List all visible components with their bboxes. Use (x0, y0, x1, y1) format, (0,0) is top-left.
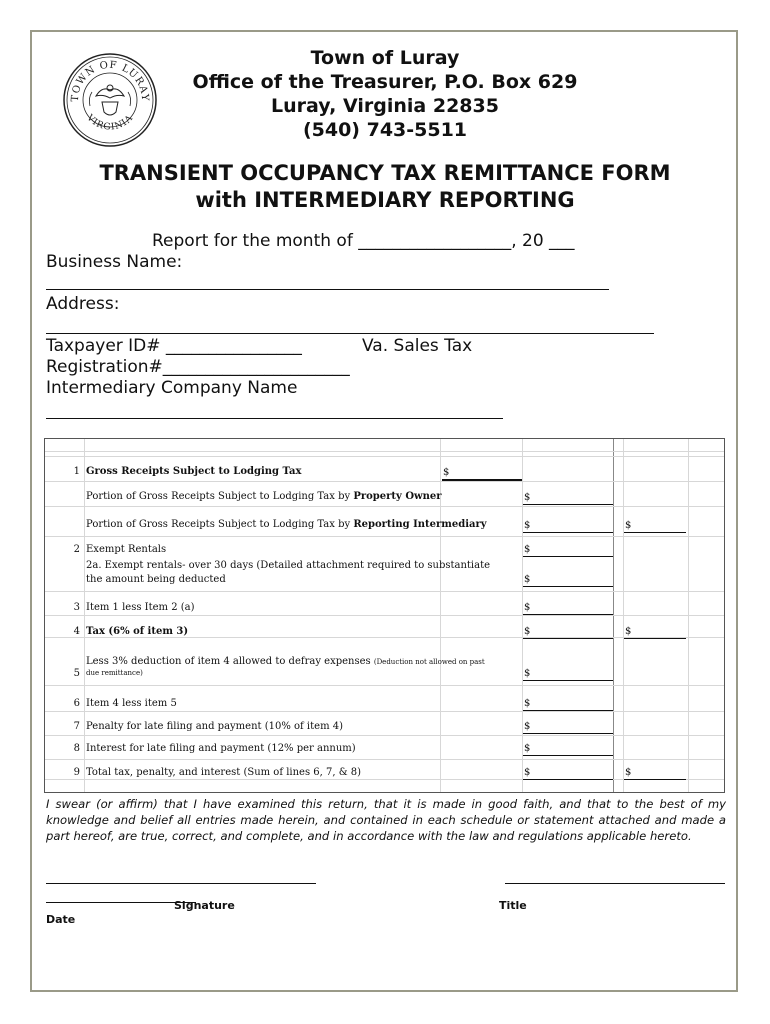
business-name-label: Business Name: (46, 252, 183, 272)
row-label: Total tax, penalty, and interest (Sum of lines 6, 7, & 8) (86, 767, 362, 778)
amount-field[interactable] (523, 779, 613, 780)
row-number: 7 (73, 721, 80, 732)
city-address: Luray, Virginia 22835 (271, 95, 499, 117)
row-label: Tax (6% of item 3) (86, 626, 189, 637)
amount-field[interactable] (523, 755, 613, 756)
amount-field[interactable] (624, 532, 686, 533)
row-number: 6 (73, 698, 80, 709)
address-label: Address: (46, 294, 120, 314)
dollar-sign: $ (524, 698, 531, 709)
oath-statement: I swear (or affirm) that I have examined this return, that it is made in good faith, and that to the best of my knowledge and belief all entries made herein, and contained in each schedule or statement attached and made a part hereof, are true, correct, and complete, and in accordance with the law and regulations applicable hereto. (46, 797, 726, 843)
business-name-line[interactable] (46, 289, 609, 290)
address-line[interactable] (46, 333, 654, 334)
amount-field[interactable] (523, 710, 613, 711)
amount-field[interactable] (523, 733, 613, 734)
intermediary-company-label: Intermediary Company Name (46, 378, 298, 398)
dollar-sign: $ (524, 743, 531, 754)
row-number: 9 (73, 767, 80, 778)
dollar-sign: $ (524, 574, 531, 585)
dollar-sign: $ (625, 520, 632, 531)
amount-field[interactable] (523, 504, 613, 505)
amount-field[interactable] (523, 556, 613, 557)
amount-field[interactable] (624, 779, 686, 780)
office-name: Office of the Treasurer, P.O. Box 629 (192, 71, 578, 93)
amount-field[interactable] (523, 532, 613, 533)
row-label: Exempt Rentals (86, 544, 167, 555)
dollar-sign: $ (625, 626, 632, 637)
dollar-sign: $ (524, 544, 531, 555)
amount-field[interactable] (523, 614, 613, 615)
taxpayer-id-field[interactable]: Taxpayer ID# ________________ (46, 336, 302, 356)
amount-field[interactable] (523, 680, 613, 681)
report-month-field[interactable]: Report for the month of __________________, 20 ___ (152, 231, 575, 251)
phone-number: (540) 743-5511 (302, 119, 468, 141)
row-label: Item 1 less Item 2 (a) (86, 602, 195, 613)
signature-label: Signature (174, 899, 235, 912)
dollar-sign: $ (524, 721, 531, 732)
amount-field[interactable] (523, 586, 613, 587)
row-label: Less 3% deduction of item 4 allowed to defray expenses (Deduction not allowed on past (86, 656, 485, 667)
va-sales-tax-label: Va. Sales Tax (362, 336, 473, 356)
town-seal-icon (62, 52, 158, 148)
row-label: Penalty for late filing and payment (10% of item 4) (86, 721, 343, 732)
dollar-sign: $ (524, 668, 531, 679)
row-number: 1 (73, 466, 80, 477)
amount-field[interactable] (442, 479, 522, 481)
row-note-continued: due remittance) (86, 669, 143, 677)
row-number: 5 (73, 668, 80, 679)
row-number: 8 (73, 743, 80, 754)
row-label: Portion of Gross Receipts Subject to Lodging Tax by Property Owner (86, 491, 442, 502)
title-line[interactable] (505, 883, 725, 884)
amount-field[interactable] (523, 638, 613, 639)
row-number: 3 (73, 602, 80, 613)
row-number: 2 (73, 544, 80, 555)
form-title-line1: TRANSIENT OCCUPANCY TAX REMITTANCE FORM (99, 161, 671, 185)
dollar-sign: $ (524, 602, 531, 613)
dollar-sign: $ (524, 626, 531, 637)
dollar-sign: $ (625, 767, 632, 778)
row-label: Portion of Gross Receipts Subject to Lodging Tax by Reporting Intermediary (86, 519, 487, 530)
dollar-sign: $ (524, 492, 531, 503)
row-number: 4 (73, 626, 80, 637)
signature-line[interactable] (46, 883, 316, 884)
row-label: Interest for late filing and payment (12% per annum) (86, 743, 356, 754)
seal-bottom-text: VIRGINIA (84, 113, 136, 133)
intermediary-company-line[interactable] (46, 418, 503, 419)
seal-top-text: TOWN OF LURAY (69, 59, 151, 103)
row-label: 2a. Exempt rentals- over 30 days (Detailed attachment required to substantiate (86, 560, 491, 571)
dollar-sign: $ (524, 767, 531, 778)
form-title-line2: with INTERMEDIARY REPORTING (195, 188, 575, 212)
row-label-continued: the amount being deducted (86, 574, 226, 585)
row-label: Gross Receipts Subject to Lodging Tax (86, 466, 302, 477)
title-label: Title (499, 899, 527, 912)
date-label: Date (46, 913, 76, 926)
town-name: Town of Luray (310, 47, 460, 69)
registration-field[interactable]: Registration#______________________ (46, 357, 350, 377)
dollar-sign: $ (443, 467, 450, 478)
amount-field[interactable] (624, 638, 686, 639)
row-label: Item 4 less item 5 (86, 698, 177, 709)
dollar-sign: $ (524, 520, 531, 531)
svg-text:TOWN OF LURAY (70, 60, 150, 102)
